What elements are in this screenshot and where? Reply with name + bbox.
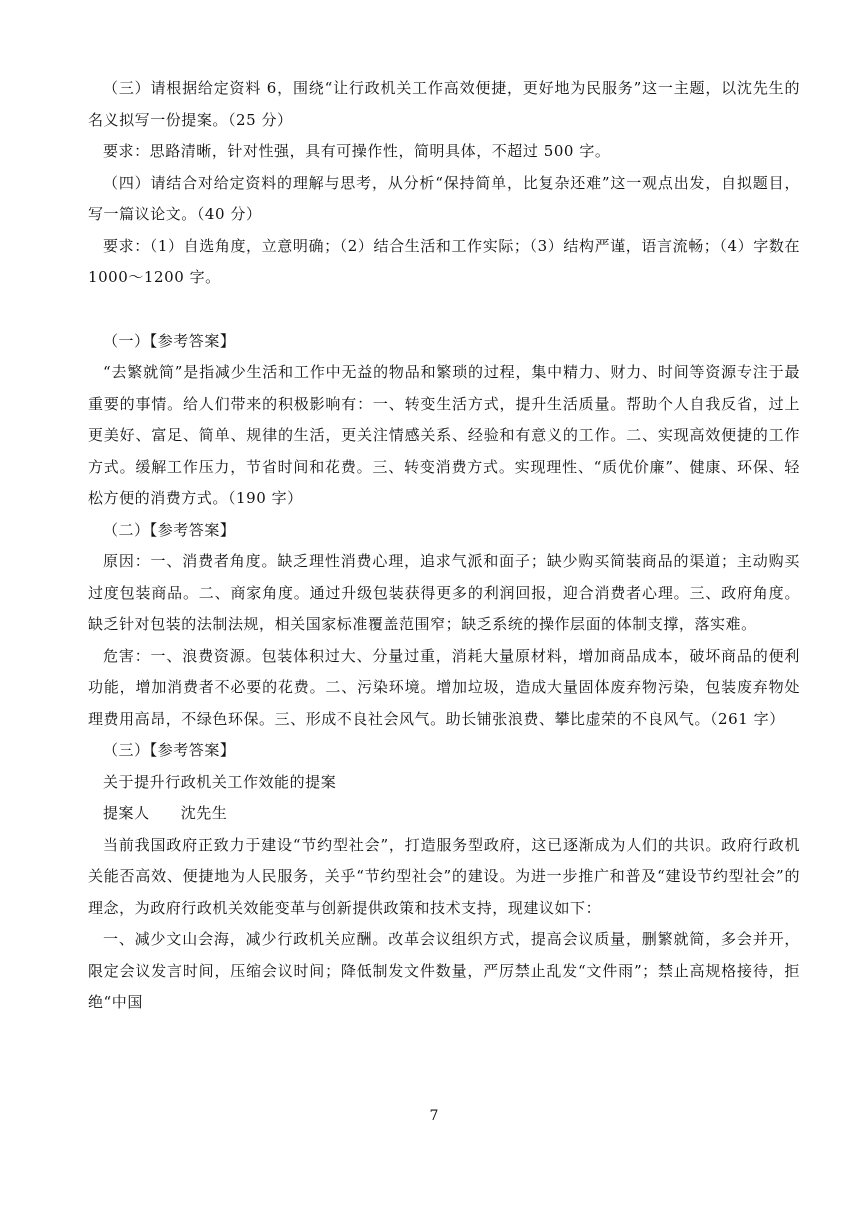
answer-3-heading: （三）【参考答案】 [103,741,236,759]
spacer [88,294,800,326]
proposal-title: 关于提升行政机关工作效能的提案 [103,772,337,791]
proposal-paragraph-1: 当前我国政府正致力于建设“节约型社会”，打造服务型政府，这已逐渐成为人们的共识。政府行政机关能否高效、便捷地为人民服务，关乎“节约型社会”的建设。为进一步推广和普及“建设节约型社会”的理念，为政府行政机关效能变革与创新提供政策和技术支持，现建议如下： [88,835,800,917]
question-4: （四）请结合对给定资料的理解与思考，从分析“保持简单，比复杂还难”这一观点出发，自拟题目，写一篇议论文。（40 分） [88,173,800,223]
document-body [88,73,800,1019]
question-3-requirement: 要求：思路清晰，针对性强，具有可操作性，简明具体，不超过 500 字。 [103,142,611,160]
answer-2-causes: 原因：一、消费者角度。缺乏理性消费心理，追求气派和面子；缺少购买简装商品的渠道；主动购买过度包装商品。二、商家角度。通过升级包装获得更多的利润回报，迎合消费者心理。三、政府角度。缺乏针对包装的法制法规，相关国家标准覆盖范围窄；缺乏系统的操作层面的体制支撑，落实难。 [88,552,800,633]
page-number: 7 [429,1108,439,1124]
proposal-author: 提案人 沈先生 [103,804,228,822]
proposal-paragraph-2: 一、减少文山会海，减少行政机关应酬。改革会议组织方式，提高会议质量，删繁就简，多会并开，限定会议发言时间，压缩会议时间；降低制发文件数量，严厉禁止乱发“文件雨”；禁止高规格接待，拒绝“中国 [88,930,800,1011]
answer-1-body: “去繁就简”是指减少生活和工作中无益的物品和繁琐的过程，集中精力、财力、时间等资源专注于最重要的事情。给人们带来的积极影响有：一、转变生活方式，提升生活质量。帮助个人自我反省，过上更美好、富足、简单、规律的生活，更关注情感关系、经验和有意义的工作。二、实现高效便捷的工作方式。缓解工作压力，节省时间和花费。三、转变消费方式。实现理性、“质优价廉”、健康、环保、轻松方便的消费方式。（190 字） [88,363,800,507]
answer-1-heading: （一）【参考答案】 [103,331,236,350]
answer-2-heading: （二）【参考答案】 [103,520,236,539]
question-4-requirement: 要求：（1）自选角度，立意明确；（2）结合生活和工作实际；（3）结构严谨，语言流畅；（4）字数在 1000～1200 字。 [88,236,800,286]
answer-2-harms: 危害：一、浪费资源。包装体积过大、分量过重，消耗大量原材料，增加商品成本，破坏商品的便利功能，增加消费者不必要的花费。二、污染环境。增加垃圾，造成大量固体废弃物污染，包装废弃物处理费用高昂，不绿色环保。三、形成不良社会风气。助长铺张浪费、攀比虚荣的不良风气。（261 字） [88,646,800,728]
question-3: （三）请根据给定资料 6，围绕“让行政机关工作高效便捷，更好地为民服务”这一主题，以沈先生的名义拟写一份提案。（25 分） [88,79,800,129]
